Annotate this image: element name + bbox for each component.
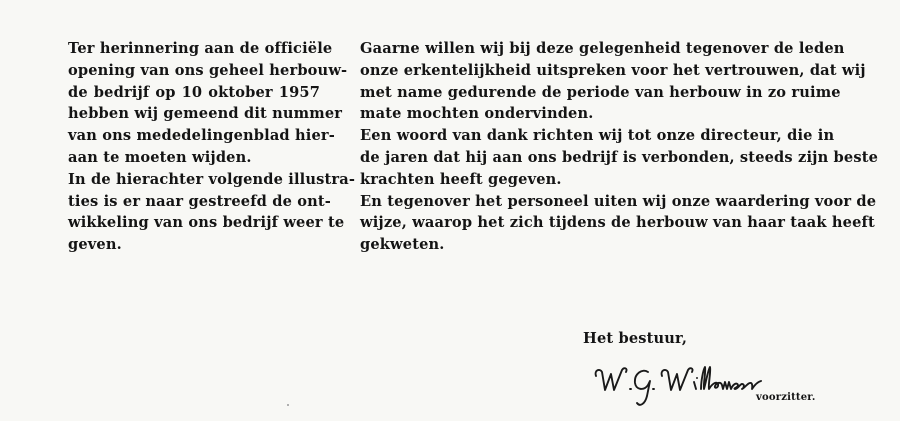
- left-line-7: In de hierachter volgende illustra-: [68, 170, 356, 188]
- right-line-3: met name gedurende de periode van herbouw in zo ruime: [360, 83, 841, 101]
- left-line-9: wikkeling van ons bedrijf weer te: [68, 214, 345, 232]
- closing-salutation: Het bestuur,: [583, 330, 688, 347]
- right-line-1: Gaarne willen wij bij deze gelegenheid tegenover de leden: [360, 40, 845, 57]
- right-line-5: Een woord van dank richten wij tot onze directeur, die in: [360, 127, 835, 145]
- right-line-4: mate mochten ondervinden.: [360, 105, 594, 123]
- right-line-2: onze erkentelijkheid uitspreken voor het vertrouwen, dat wij: [360, 61, 866, 79]
- paper-speck: [287, 404, 289, 406]
- handwritten-signature: [590, 358, 765, 410]
- right-line-9: wijze, waarop het zich tijdens de herbouw van haar taak heeft: [360, 214, 875, 232]
- left-line-6: aan te moeten wijden.: [68, 148, 252, 166]
- left-column-text: [68, 38, 356, 256]
- right-line-8: En tegenover het personeel uiten wij onze waardering voor de: [360, 192, 877, 210]
- signatory-title: voorzitter.: [756, 392, 816, 403]
- left-line-5: van ons mededelingenblad hier-: [68, 127, 335, 145]
- right-line-7: krachten heeft gegeven.: [360, 170, 562, 188]
- right-column-text: [360, 38, 879, 256]
- left-line-8: ties is er naar gestreefd de ont-: [68, 192, 331, 210]
- left-line-2: opening van ons geheel herbouw-: [68, 61, 348, 79]
- right-line-6: de jaren dat hij aan ons bedrijf is verbonden, steeds zijn beste: [360, 148, 879, 166]
- left-line-10: geven.: [68, 236, 122, 254]
- left-line-1: Ter herinnering aan de officiële: [68, 40, 333, 57]
- left-line-3: de bedrijf op 10 oktober 1957: [68, 83, 320, 101]
- right-line-10: gekweten.: [360, 236, 445, 254]
- left-line-4: hebben wij gemeend dit nummer: [68, 105, 343, 123]
